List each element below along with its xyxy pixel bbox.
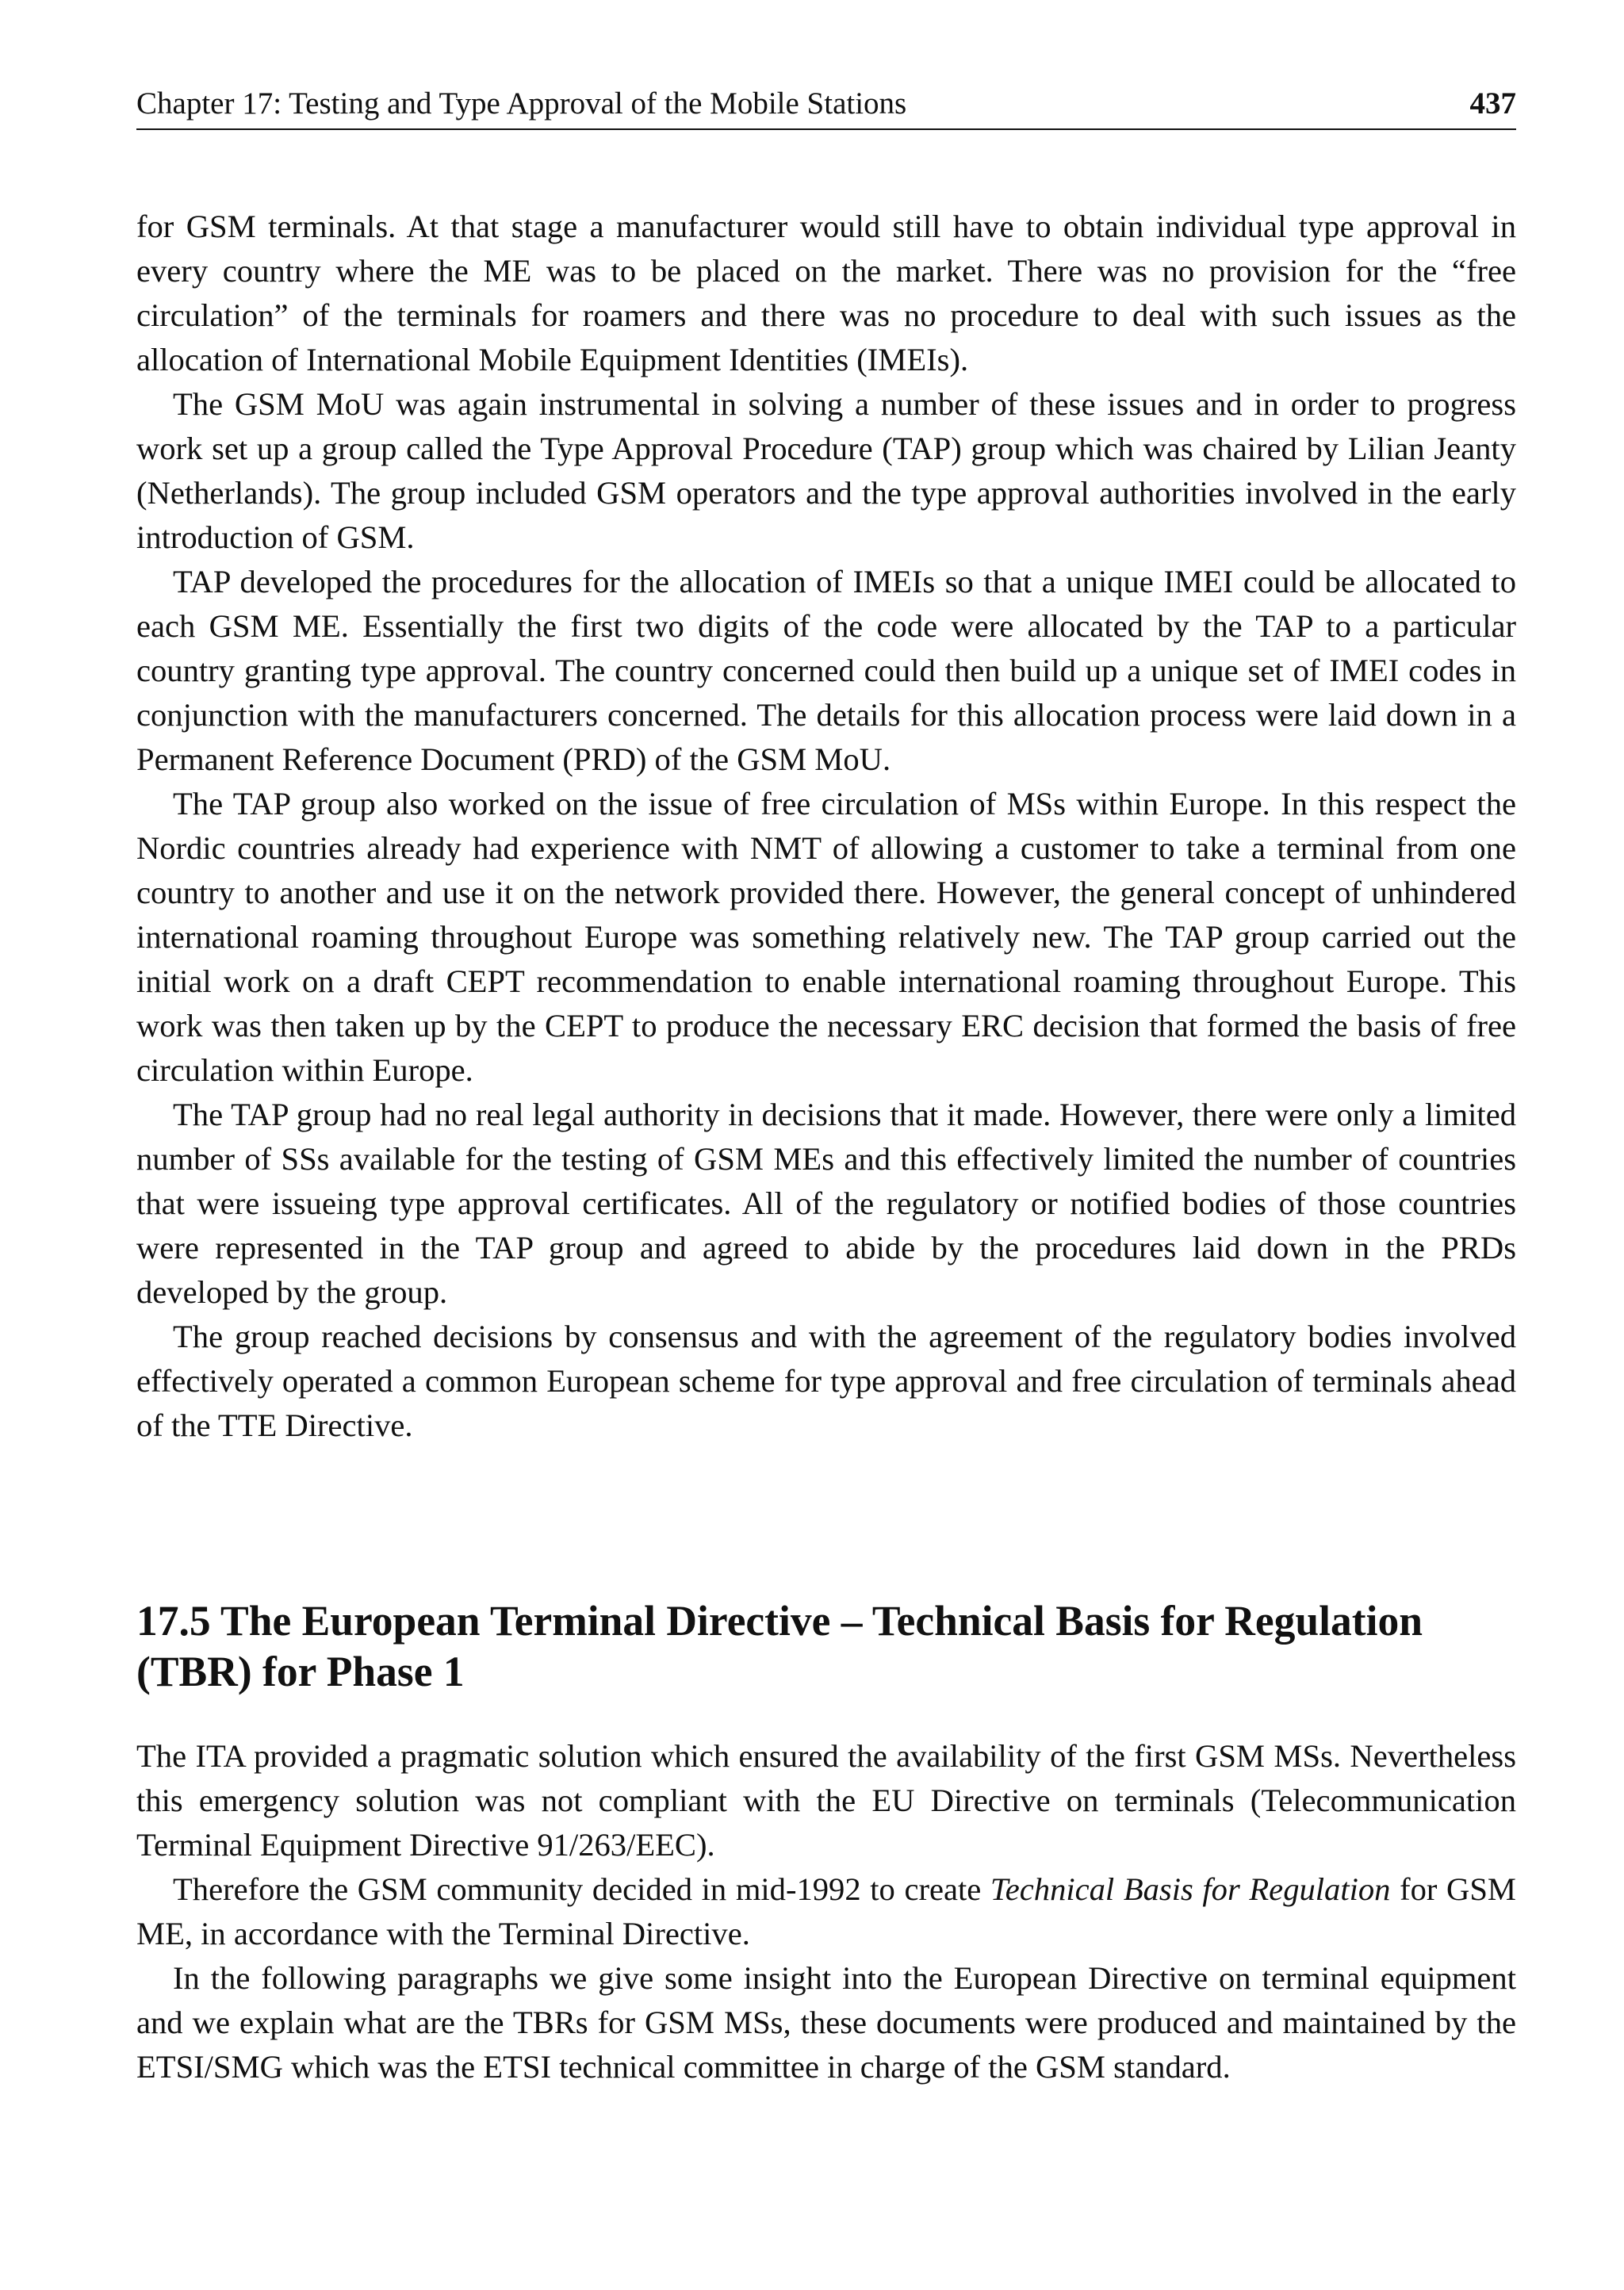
paragraph	[136, 1867, 1516, 1956]
paragraph: The ITA provided a pragmatic solution which ensured the availability of the first GSM MSs. Nevertheless this emergency solution was not compliant with the EU Directive on terminals (Telecommunication Terminal Equipment Directive 91/263/EEC).	[136, 1738, 1516, 1863]
page-number: 437	[1469, 86, 1516, 121]
paragraph: The TAP group had no real legal authority in decisions that it made. However, there were only a limited number of SSs available for the testing of GSM MEs and this effectively limited the number of countries that were issueing type approval certificates. All of the regulatory or notified bodies of those countries were represented in the TAP group and agreed to abide by the procedures laid down in the PRDs developed by the group.	[136, 1097, 1516, 1310]
body-text-section	[136, 1734, 1516, 2089]
section-heading-line: (TBR) for Phase 1	[136, 1648, 465, 1695]
paragraph: for GSM terminals. At that stage a manufacturer would still have to obtain individual type approval in every country where the ME was to be placed on the market. There was no provision for the “free circulation” of the terminals for roamers and there was no procedure to deal with such issues as the allocation of International Mobile Equipment Identities (IMEIs).	[136, 209, 1516, 377]
running-header	[136, 79, 1516, 130]
section-heading	[136, 1595, 1516, 1697]
paragraph: The TAP group also worked on the issue of free circulation of MSs within Europe. In this respect the Nordic countries already had experience with NMT of allowing a customer to take a terminal from one country to another and use it on the network provided there. However, the general concept of unhindered international roaming throughout Europe was something relatively new. The TAP group carried out the initial work on a draft CEPT recommendation to enable international roaming throughout Europe. This work was then taken up by the CEPT to produce the necessary ERC decision that formed the basis of free circulation within Europe.	[136, 786, 1516, 1088]
emphasis-text: Technical Basis for Regulation	[990, 1871, 1391, 1907]
body-text-top	[136, 205, 1516, 1448]
paragraph: The GSM MoU was again instrumental in solving a number of these issues and in order to progress work set up a group called the Type Approval Procedure (TAP) group which was chaired by Lilian Jeanty (Netherlands). The group included GSM operators and the type approval authorities involved in the early introduction of GSM.	[136, 386, 1516, 555]
paragraph: In the following paragraphs we give some insight into the European Directive on terminal equipment and we explain what are the TBRs for GSM MSs, these documents were produced and maintained by the ETSI/SMG which was the ETSI technical committee in charge of the GSM standard.	[136, 1960, 1516, 2085]
paragraph-text: Therefore the GSM community decided in mid-1992 to create	[173, 1871, 990, 1907]
chapter-title: Chapter 17: Testing and Type Approval of the Mobile Stations	[136, 86, 907, 121]
paragraph-text: for GSM ME, in accordance with the Terminal Directive.	[136, 1871, 1517, 1951]
paragraph: TAP developed the procedures for the allocation of IMEIs so that a unique IMEI could be allocated to each GSM ME. Essentially the first two digits of the code were allocated by the TAP to a particular country granting type approval. The country concerned could then build up a unique set of IMEI codes in conjunction with the manufacturers concerned. The details for this allocation process were laid down in a Permanent Reference Document (PRD) of the GSM MoU.	[136, 564, 1516, 777]
section-heading-line: 17.5 The European Terminal Directive – Technical Basis for Regulation	[136, 1597, 1423, 1645]
paragraph: The group reached decisions by consensus and with the agreement of the regulatory bodies involved effectively operated a common European scheme for type approval and free circulation of terminals ahead of the TTE Directive.	[136, 1319, 1516, 1443]
